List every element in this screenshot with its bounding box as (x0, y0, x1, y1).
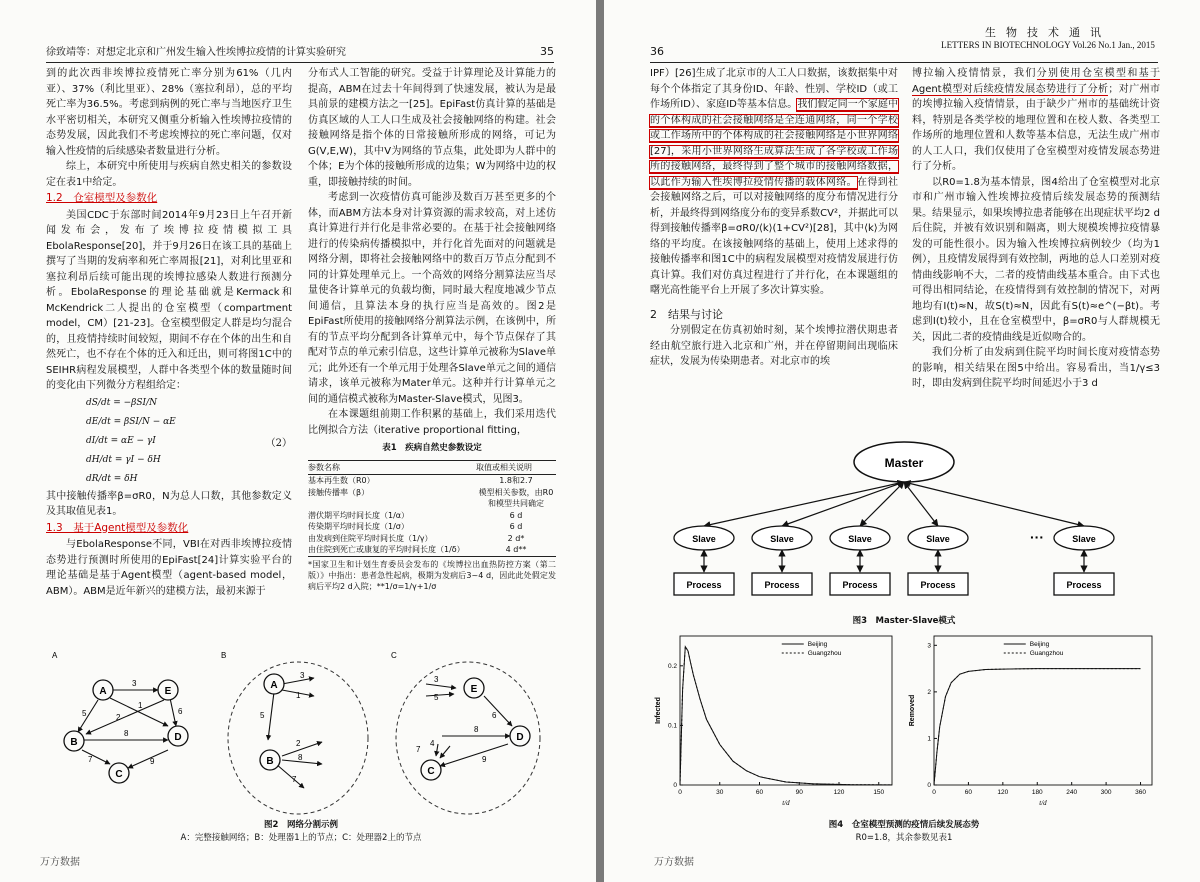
node-label: A (99, 686, 107, 697)
svg-text:7: 7 (292, 775, 297, 784)
plot-frame (680, 636, 892, 785)
paragraph: 博拉输入疫情情景，我们分别使用仓室模型和基于Agent模型对后续疫情发展态势进行了分析；对广州市的埃博拉输入疫情情景，由于缺少广州市的基础统计资料，特别是各类学校的地理位置和在校人数、各类型工作场所的地理位置和人数等基本信息，无法生成广州市的人工人口，我们仅使用了仓室模型对疫情发展态势进行了分析。 (912, 68, 1161, 172)
x-tick-label: 0 (678, 789, 682, 796)
paragraph: IPF）[26]生成了北京市的人工人口数据，该数据集中对每个个体指定了其身份ID、年龄、性别、学校ID（或工作场所ID）、家庭ID等基本信息。我们假定同一个家庭中的个体构成的社会接触网络是全连通网络，同一个学校或工作场所中的个体构成的社会接触网络是小世界网络[27]，采用小世界网络生成算法生成了各学校或工作场所的接触网络，最终得到了整个城市的接触网络数据，以此作为输入性埃博拉疫情传播的载体网络。在得到社会接触网络之后，可以对接触网络的度分布情况进行分析，并最终得到网络度分布的变异系数CV²，并据此可以得到接触传播率β=σR0/⟨k⟩(1+CV²)[28]，其中⟨k⟩为网络的平均度。在该接触网络的基础上，使用上述求得的接触传播率和图1C中的病程发展模型对疫情发展进行仿真计算。我们对仿真过程进行了并行化，在本课题组的曙光高性能平台上开展了多次计算实验。 (650, 68, 899, 296)
node-label: B (266, 756, 274, 767)
paragraph: 考虑到一次疫情仿真可能涉及数百万甚至更多的个体，而ABM方法本身对计算资源的需求较高，对上述仿真计算进行并行化是非常必要的。在基于社会接触网络进行的传染病传播模拟中，并行化首先面对的问题就是网络分割，即将社会接触网络中的数百万节点分配到不同的计算处理单元上。一个高效的网络分割算法应当尽量使各计算单元的负载均衡，同时最大程度地减少节点间通信，且算法本身的执行应当是高效的。图2是EpiFast所使用的接触网络分割算法示例，在该例中，所有的节点平均分配到各计算单元中，每个节点保存了其配对节点的单元索引信息，这些计算单元被称为Slave单元；此外还有一个单元用于处理各Slave单元之间的通信请求，该单元被称为Mater单元。这种并行计算单元之间的通信模式被称为Master-Slave模式，见图3。 (308, 192, 556, 405)
right-column-2 (912, 66, 1160, 392)
legend-entry: Beijing (807, 641, 828, 648)
svg-text:3: 3 (434, 675, 439, 684)
x-tick-label: 30 (716, 789, 724, 796)
left-column-2 (308, 66, 556, 592)
svg-text:8: 8 (124, 729, 129, 738)
table-row: 由发病到住院平均时间长度（1/γ） 2 d* (308, 533, 525, 543)
svg-text:9: 9 (482, 755, 487, 764)
paragraph: 与EbolaResponse不同，VBI在对西非埃博拉疫情态势进行预测时所使用的EpiFast[24]计算实验平台的理论基础是基于Agent模型（agent-based model，ABM）。ABM是近年新兴的建模方法，最初来源于 (46, 539, 292, 597)
figure-4-caption: 图4 仓室模型预测的疫情后续发展态势 (828, 820, 980, 830)
legend-entry: Guangzhou (1029, 650, 1064, 657)
paragraph: 以R0=1.8为基本情景，图4给出了仓室模型对北京市和广州市输入性埃博拉疫情后续发展态势的预测结果。结果显示，如果埃博拉患者能够在出现症状平均2 d后住院，并被有效识别和隔离，则大规模埃博拉疫情暴发的可能性很小。因为输入性埃博拉病例较少（均为1例），且疫情发展得到有效控制，两地的总人口差别对疫情曲线影响不大，二者的疫情曲线基本重合。由下式也可得出相同结论，在疫情得到有效控制的情况下，对两地均有I(t)≈N，故S(t)≈N，因此有S(t)≈e^(−βt)。考虑到I(t)较小，且在仓室模型中，β=σR0与人群规模无关，因此二者的疫情曲线是近似吻合的。 (912, 176, 1160, 343)
slave-label: Slave (848, 534, 872, 544)
svg-text:2: 2 (296, 739, 301, 748)
volume-issue: Vol.26 No.1 Jan., 2015 (1072, 40, 1155, 50)
series-line-beijing (680, 647, 892, 785)
svg-text:1: 1 (138, 701, 143, 710)
y-tick-label: 0 (673, 782, 677, 789)
node-label: E (470, 684, 478, 695)
x-tick-label: 360 (1135, 789, 1146, 796)
svg-text:9: 9 (150, 757, 155, 766)
paragraph: 我们分析了由发病到住院平均时间长度对疫情态势的影响，相关结果在图5中给出。容易看出，当1/γ≤3时，即由发病到住院平均时间延迟小于3 d (912, 347, 1160, 389)
slave-nodes (674, 482, 1114, 595)
process-label: Process (920, 580, 956, 590)
x-tick-label: 120 (833, 789, 845, 796)
table-header: 参数名称 (308, 460, 476, 475)
svg-text:5: 5 (260, 711, 265, 720)
svg-text:3: 3 (300, 671, 305, 680)
figure-2-caption: 图2 网络分割示例 (264, 820, 338, 830)
svg-text:3: 3 (132, 679, 137, 688)
x-tick-label: 180 (1031, 789, 1043, 796)
x-tick-label: 90 (795, 789, 803, 796)
master-slave-link (704, 482, 904, 526)
y-axis-label: Infected (655, 697, 662, 724)
x-tick-label: 60 (964, 789, 973, 796)
equation: dH/dt = γI − δH (86, 454, 161, 465)
section-heading: 1.2 仓室模型及参数化 (46, 192, 158, 204)
x-tick-label: 0 (932, 789, 936, 796)
x-axis-label: t/d (782, 799, 790, 807)
paragraph: 美国CDC于东部时间2014年9月23日上午召开新闻发布会，发布了埃博拉疫情模拟工具EbolaResponse[20]，并于9月26日在该工具的基础上撰写了当期的发病率和死亡率周报[21]，对利比里亚和塞拉利昂后续可能出现的埃博拉感染人数进行预测分析。EbolaResponse的理论基础就是Kermack和McKendrick二人提出的仓室模型（compartment model，CM）[21-23]。仓室模型假定人群是均匀混合的，且疫情持续时间较短，期间不存在个体的出生和自然死亡，也不存在个体的迁入和迁出，则可将图1C中的SEIHR病程发展模型，人群中各类型个体的数量随时间的变化由下列微分方程组给定： (46, 209, 292, 391)
svg-text:7: 7 (416, 745, 421, 754)
footer-watermark: 万方数据 (654, 857, 694, 868)
node-label: C (427, 766, 435, 777)
y-tick-label: 0 (927, 782, 931, 789)
journal-title (938, 24, 1158, 50)
svg-text:8: 8 (474, 725, 479, 734)
node-label: B (70, 737, 78, 748)
footer-watermark: 万方数据 (40, 857, 80, 868)
process-label: Process (686, 580, 722, 590)
svg-text:6: 6 (178, 707, 183, 716)
running-title: 徐致靖等：对想定北京和广州发生输入性埃博拉疫情的计算实验研究 (46, 47, 346, 58)
svg-text:6: 6 (492, 711, 497, 720)
master-slave-link (860, 482, 904, 526)
network-partition-figure (46, 648, 556, 823)
journal-name-cn: 生物技术通讯 (985, 26, 1111, 39)
table-row: 传染期平均时间长度（1/σ） 6 d (308, 522, 523, 531)
paragraph: 到的此次西非埃博拉疫情死亡率分别为61%（几内亚）、37%（利比里亚）、28%（塞拉利昂），总的平均死亡率为36.5%。考虑到病例的死亡率与当地医疗卫生水平密切相关，本研究又侧重分析输入性埃博拉疫情的态势发展，因此我们不考虑埃博拉的死亡率问题，仅对输入性疫情的后续感染者数量进行分析。 (46, 68, 292, 157)
process-label: Process (764, 580, 800, 590)
node-label: A (270, 680, 278, 691)
svg-text:1: 1 (296, 691, 301, 700)
legend-entry: Guangzhou (807, 650, 842, 657)
svg-text:4: 4 (430, 739, 435, 748)
node-label: E (164, 686, 172, 697)
plot-frame (934, 636, 1152, 785)
svg-text:7: 7 (88, 755, 93, 764)
highlighted-text: 我们假定同一个家庭中的个体构成的社会接触网络是全连通网络，同一个学校或工作场所中的个体构成的社会接触网络是小世界网络[27]，采用小世界网络生成算法生成了各学校或工作场所的接触网络，最终得到了整个城市的接触网络数据，以此作为输入性埃博拉疫情传播的载体网络。 (650, 99, 898, 188)
table-header: 取值或相关说明 (476, 460, 556, 475)
paragraph: 分布式人工智能的研究。受益于计算理论及计算能力的提高，ABM在过去十年间得到了快速发展，被认为是最具前景的建模方法之一[25]。EpiFast仿真计算的基础是仿真区域的人工人口生成及社会接触网络的构建。社会接触网络是指个体的日常接触所形成的网络，可记为G(V,E,W)，其中V为网络的节点集，此处即为人群中的个体；E为个体的接触所形成的边集；W为网络中边的权重，即接触持续的时间。 (308, 68, 556, 188)
svg-text:5: 5 (434, 693, 439, 702)
x-tick-label: 150 (873, 789, 885, 796)
process-label: Process (842, 580, 878, 590)
panel-label-b: B (221, 651, 227, 660)
master-slave-link (782, 482, 904, 526)
slave-label: Slave (770, 534, 794, 544)
node-label: D (174, 732, 182, 743)
ellipsis: ··· (1030, 529, 1044, 545)
infected-chart (650, 628, 900, 813)
table-row: 基本再生数（R0） 1.8和2.7 (308, 476, 533, 485)
y-axis-label: Removed (909, 694, 916, 727)
paragraph: 其中接触传播率β=σR0，N为总人口数，其他参数定义及其取值见表1。 (46, 490, 292, 517)
equation: dS/dt = −βSI/N (86, 397, 157, 408)
page-header (650, 18, 1158, 63)
right-page (604, 0, 1200, 882)
y-tick-label: 0.2 (667, 662, 677, 670)
node-label: D (516, 732, 524, 743)
y-tick-label: 0.1 (667, 722, 677, 730)
process-label: Process (1066, 580, 1102, 590)
y-tick-label: 2 (927, 688, 931, 696)
journal-name-en: LETTERS IN BIOTECHNOLOGY (941, 40, 1071, 50)
legend-entry: Beijing (1029, 641, 1050, 648)
x-tick-label: 240 (1066, 789, 1078, 796)
series-line-beijing (934, 669, 1141, 785)
y-tick-label: 1 (927, 735, 931, 743)
table-row: 潜伏期平均时间长度（1/α） 6 d (308, 510, 523, 520)
svg-text:5: 5 (82, 709, 87, 718)
equation: dE/dt = βSI/N − αE (86, 416, 176, 427)
figure-4-subcaption: R0=1.8，其余参数见表1 (855, 833, 953, 843)
panel-label-c: C (391, 651, 397, 660)
table-note: *国家卫生和计划生育委员会发布的《埃博拉出血热防控方案（第二版）》中指出：患者急性起病，极期为发病后3~4 d，因此此处假定发病后平均2 d入院；**1/σ=1/γ+1/σ (308, 559, 556, 591)
paragraph: 在本课题组前期工作积累的基础上，我们采用迭代比例拟合方法（iterative proportional fitting， (308, 409, 556, 436)
table-row: 和模型共同确定 (487, 499, 544, 508)
right-column-1 (650, 66, 898, 370)
removed-chart (904, 628, 1160, 813)
highlighted-text: 分别使用仓室模型和基于Agent模型对后续疫情发展态势进行了分析 (912, 68, 1161, 95)
slave-label: Slave (926, 534, 950, 544)
page-number: 35 (540, 45, 554, 58)
section-heading: 1.3 基于Agent模型及参数化 (46, 521, 189, 534)
slave-label: Slave (692, 534, 716, 544)
paragraph: 分别假定在仿真初始时刻，某个埃博拉潜伏期患者经由航空旅行进入北京和广州，并在停留期间出现临床症状，发展为传染期患者。对北京市的埃 (650, 325, 898, 367)
table-row: 接触传播率（β） 模型相关参数，由R0 (308, 487, 554, 497)
x-axis-label: t/d (1039, 799, 1047, 807)
paragraph: 综上，本研究中所使用与疾病自然史相关的参数设定在表1中给定。 (46, 161, 292, 188)
series-line-guangzhou (680, 647, 892, 785)
section-heading: 2 结果与讨论 (650, 307, 723, 321)
master-label: Master (884, 456, 924, 470)
slave-label: Slave (1072, 534, 1096, 544)
equation: dI/dt = αE − γI (86, 435, 156, 446)
figure-2-subcaption: A：完整接触网络；B：处理器1上的节点；C：处理器2上的节点 (180, 833, 422, 843)
svg-text:2: 2 (116, 713, 121, 722)
left-page (0, 0, 596, 882)
node-label: C (115, 769, 123, 780)
equation-block (86, 394, 292, 489)
page-header (46, 18, 554, 63)
table-caption: 表1 疾病自然史参数设定 (382, 443, 482, 453)
processor-1-boundary (228, 662, 368, 814)
x-tick-label: 300 (1100, 789, 1112, 796)
x-tick-label: 120 (997, 789, 1009, 796)
page-number: 36 (650, 45, 664, 58)
left-column-1 (46, 66, 292, 599)
svg-text:8: 8 (298, 753, 303, 762)
master-slave-link (904, 482, 1084, 526)
y-tick-label: 3 (927, 642, 931, 650)
equation: dR/dt = δH (86, 473, 138, 484)
figure-3-caption: 图3 Master-Slave模式 (852, 616, 956, 626)
series-line-guangzhou (934, 669, 1141, 785)
parameter-table (308, 460, 556, 557)
master-slave-diagram (664, 440, 1154, 612)
panel-label-a: A (52, 651, 58, 660)
table-row: 由住院到死亡或康复的平均时间长度（1/δ） 4 d** (308, 544, 556, 556)
equation-number: （2） (265, 437, 292, 449)
x-tick-label: 60 (755, 789, 764, 796)
